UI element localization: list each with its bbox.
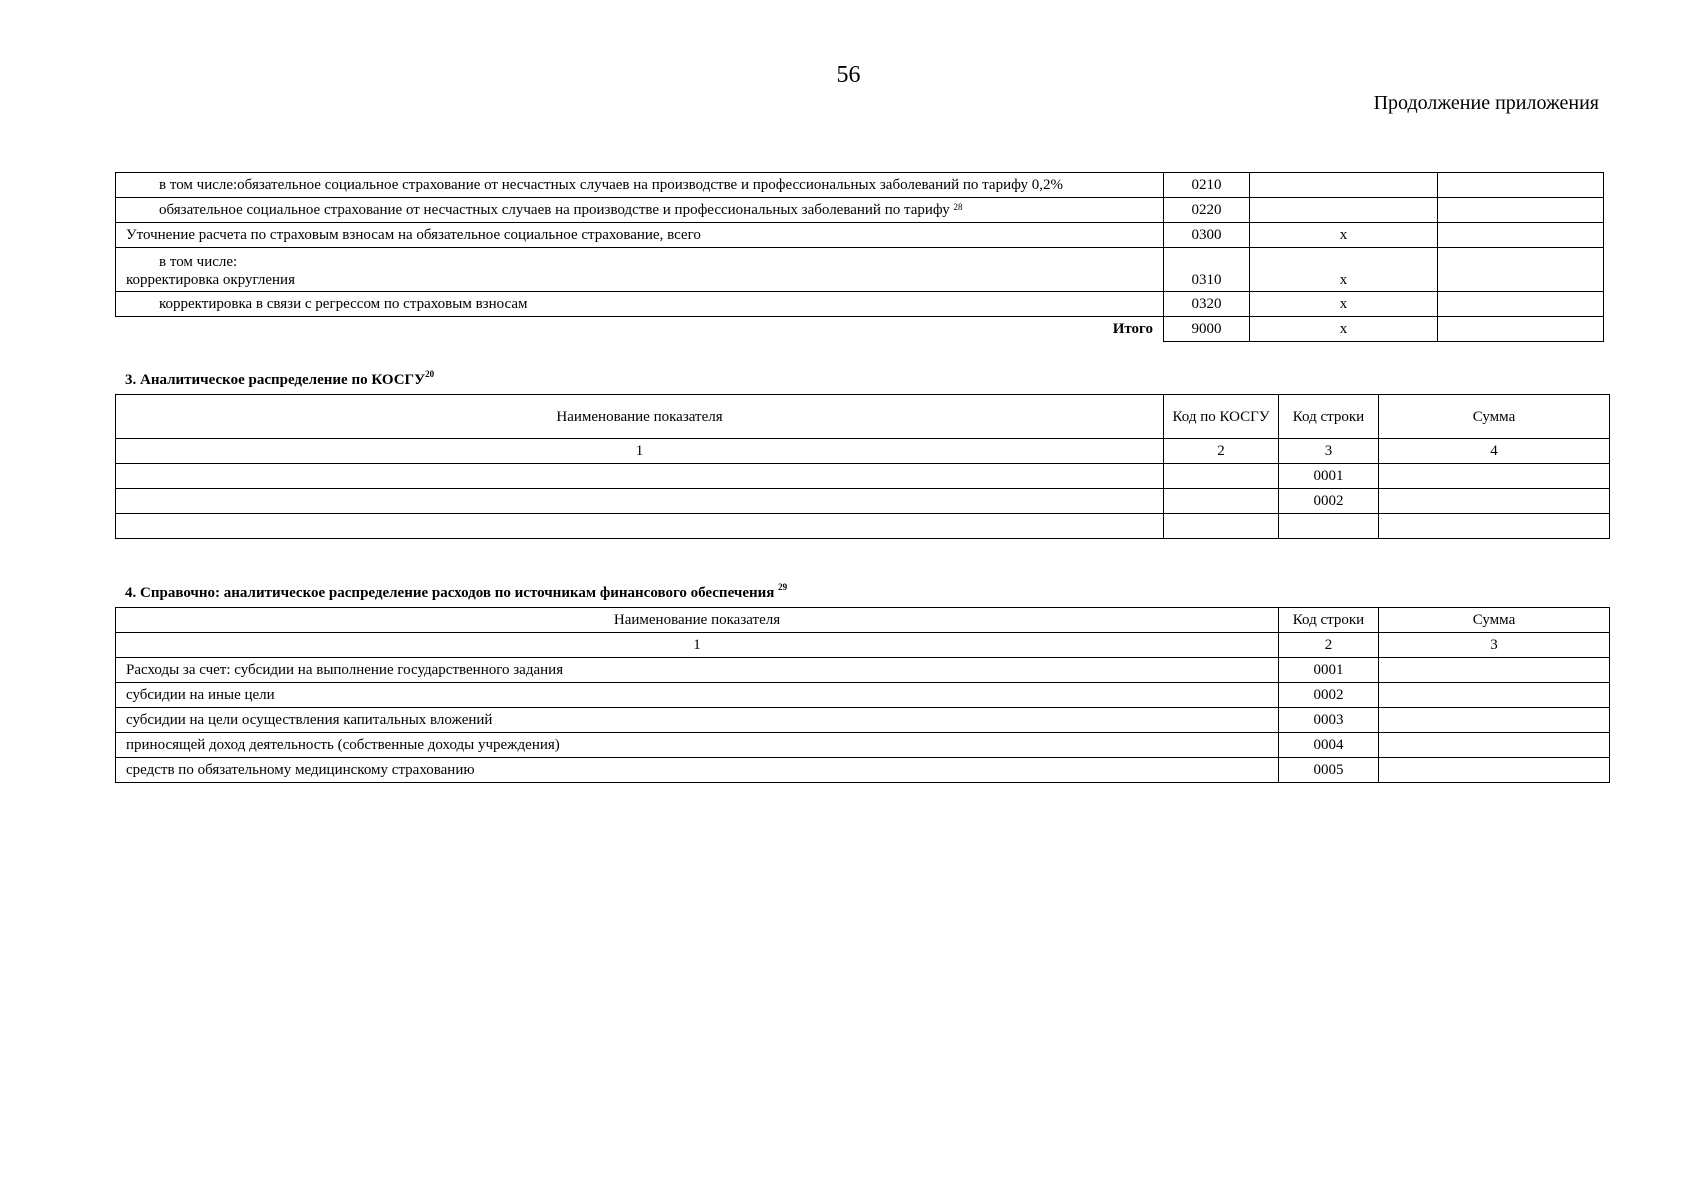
row-sum: [1379, 658, 1610, 683]
table-row: [116, 489, 1610, 514]
total-col3: х: [1250, 317, 1438, 342]
row-sum: [1379, 683, 1610, 708]
funding-sources-table: [115, 607, 1610, 783]
row-code: 0300: [1164, 223, 1250, 248]
col-number: 3: [1279, 439, 1379, 464]
row-col3: [1250, 173, 1438, 198]
row-code: 0220: [1164, 198, 1250, 223]
row-name: корректировка в связи с регрессом по страховым взносам: [116, 292, 1164, 317]
col-number: 1: [116, 633, 1279, 658]
header-sum: Сумма: [1379, 608, 1610, 633]
row-name: [116, 514, 1164, 539]
row-code: 0001: [1279, 464, 1379, 489]
total-row: [116, 317, 1604, 342]
continuation-label: Продолжение приложения: [1373, 92, 1599, 114]
row-kosgu: [1164, 514, 1279, 539]
row-code: 0210: [1164, 173, 1250, 198]
row-name: приносящей доход деятельность (собственные доходы учреждения): [116, 733, 1279, 758]
table-row: [116, 758, 1610, 783]
footnote-ref: 20: [425, 369, 435, 379]
row-name: Уточнение расчета по страховым взносам на обязательное социальное страхование, всего: [116, 223, 1164, 248]
table-row: [116, 464, 1610, 489]
section3-title: [125, 369, 435, 389]
table-row: [116, 514, 1610, 539]
header-code: Код строки: [1279, 395, 1379, 439]
row-code: 0003: [1279, 708, 1379, 733]
row-col3: х: [1250, 248, 1438, 292]
row-code: 0310: [1164, 248, 1250, 292]
header-sum: Сумма: [1379, 395, 1610, 439]
row-sum: [1379, 758, 1610, 783]
insurance-table: [115, 172, 1604, 342]
row-name-cell: [116, 248, 1164, 292]
header-name: Наименование показателя: [116, 395, 1164, 439]
header-row: [116, 395, 1610, 439]
total-col4: [1438, 317, 1604, 342]
row-name: [116, 464, 1164, 489]
section3-title-text: 3. Аналитическое распределение по КОСГУ: [125, 372, 426, 388]
row-code: [1279, 514, 1379, 539]
row-code: 0320: [1164, 292, 1250, 317]
header-code: Код строки: [1279, 608, 1379, 633]
row-sum: [1379, 514, 1610, 539]
total-code: 9000: [1164, 317, 1250, 342]
row-kosgu: [1164, 489, 1279, 514]
row-name: [116, 489, 1164, 514]
row-name-top: в том числе:: [159, 254, 238, 270]
row-col4: [1438, 173, 1604, 198]
row-name: корректировка округления: [126, 272, 295, 288]
row-code: 0005: [1279, 758, 1379, 783]
table-row: [116, 248, 1604, 292]
table-row: [116, 223, 1604, 248]
table-row: [116, 658, 1610, 683]
header-name: Наименование показателя: [116, 608, 1279, 633]
col-number: 1: [116, 439, 1164, 464]
row-sum: [1379, 489, 1610, 514]
section4-title: [125, 582, 788, 602]
col-number: 2: [1164, 439, 1279, 464]
row-sum: [1379, 708, 1610, 733]
row-code: 0004: [1279, 733, 1379, 758]
col-number: 3: [1379, 633, 1610, 658]
footnote-ref: 29: [778, 582, 788, 592]
row-code: 0002: [1279, 683, 1379, 708]
header-kosgu: Код по КОСГУ: [1164, 395, 1279, 439]
row-name: в том числе:обязательное социальное страхование от несчастных случаев на производстве и профессиональных заболеваний по тарифу 0,2%: [116, 173, 1164, 198]
row-col3: [1250, 198, 1438, 223]
header-row: [116, 608, 1610, 633]
section4-title-text: 4. Справочно: аналитическое распределение расходов по источникам финансового обеспечения: [125, 585, 775, 601]
total-label: Итого: [116, 317, 1164, 342]
col-number: 4: [1379, 439, 1610, 464]
table-row: [116, 198, 1604, 223]
row-col4: [1438, 248, 1604, 292]
row-col4: [1438, 223, 1604, 248]
row-name: обязательное социальное страхование от несчастных случаев на производстве и профессиональных заболеваний по тарифу: [159, 202, 950, 218]
row-name: субсидии на иные цели: [116, 683, 1279, 708]
row-name: субсидии на цели осуществления капитальных вложений: [116, 708, 1279, 733]
row-name: средств по обязательному медицинскому страхованию: [116, 758, 1279, 783]
row-kosgu: [1164, 464, 1279, 489]
column-number-row: [116, 439, 1610, 464]
row-code: 0001: [1279, 658, 1379, 683]
row-name: Расходы за счет: субсидии на выполнение государственного задания: [116, 658, 1279, 683]
row-code: 0002: [1279, 489, 1379, 514]
table-row: [116, 292, 1604, 317]
row-col4: [1438, 292, 1604, 317]
table-row: [116, 708, 1610, 733]
row-name-cell: [116, 198, 1164, 223]
row-sum: [1379, 464, 1610, 489]
footnote-ref: 28: [953, 202, 963, 212]
kosgu-table: [115, 394, 1610, 539]
col-number: 2: [1279, 633, 1379, 658]
row-sum: [1379, 733, 1610, 758]
row-col3: х: [1250, 292, 1438, 317]
table-row: [116, 683, 1610, 708]
table-row: [116, 173, 1604, 198]
row-col4: [1438, 198, 1604, 223]
row-col3: х: [1250, 223, 1438, 248]
column-number-row: [116, 633, 1610, 658]
page-number: 56: [836, 62, 861, 88]
table-row: [116, 733, 1610, 758]
